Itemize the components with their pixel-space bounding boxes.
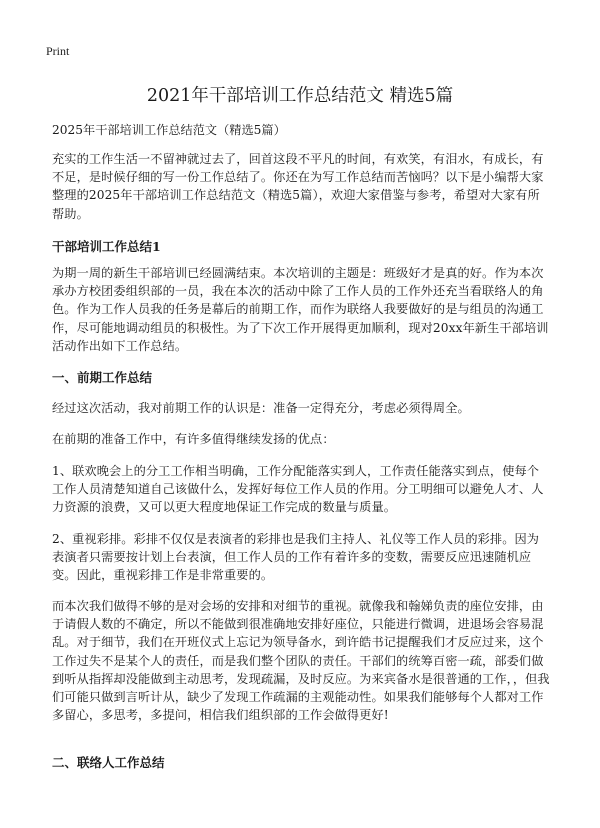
document-subtitle: 2025年干部培训工作总结范文（精选5篇） [52, 123, 286, 137]
section1-paragraph: 为期一周的新生干部培训已经圆满结束。本次培训的主题是：班级好才是真的好。作为本次承办方校团委组织部的一员，我在本次的活动中除了工作人员的工作外还充当看联络人的角色。作为工作人员我的任务是幕后的前期工作，而作为联络人我要做好的是与组员的沟通工作，尽可能地调动组员的积极性。为了下次工作开展得更加顺利，现对20xx年新生干部培训活动作出如下工作总结。 [52, 266, 549, 353]
pre-work-point-2: 2、重视彩排。彩排不仅仅是表演者的彩排也是我们主持人、礼仪等工作人员的彩排。因为表演者只需要按计划上台表演，但工作人员的工作有着许多的变数，需要反应迅速随机应变。因此，重视彩排工作是非常重要的。 [52, 532, 540, 583]
pre-work-point-1: 1、联欢晚会上的分工工作相当明确，工作分配能落实到人，工作责任能落实到点，使每个工作人员清楚知道自己该做什么，发挥好每位工作人员的作用。分工明细可以避免人才、人力资源的浪费，又可以更大程度地保证工作完成的数量与质量。 [52, 464, 544, 515]
pre-work-paragraph-2: 在前期的准备工作中，有许多值得继续发扬的优点： [52, 432, 335, 446]
subheading-pre-work: 一、前期工作总结 [52, 370, 153, 385]
pre-work-paragraph-1: 经过这次活动，我对前期工作的认识是：准备一定得充分，考虑必须得周全。 [52, 401, 470, 415]
pre-work-shortcomings: 而本次我们做得不够的是对会场的安排和对细节的重视。就像我和翰娣负责的座位安排，由于请假人数的不确定，所以不能做到很准确地安排好座位，只能进行微调，进退场会容易混乱。对于细节，我们在开班仪式上忘记为领导备水，到许皓书记提醒我们才反应过来，这个工作过失不是某个人的责任，而是我们整个团队的责任。干部们的统筹百密一疏，部委们做到听从指挥却没能做到主动思考，发现疏漏，及时反应。为来宾备水是很普通的工作，，但我们可能只做到言听计从，缺少了发现工作疏漏的主观能动性。如果我们能够每个人都对工作多留心，多思考，多提问，相信我们组织部的工作会做得更好! [52, 599, 550, 723]
section-heading-1: 干部培训工作总结1 [52, 239, 161, 254]
print-link[interactable]: Print [46, 44, 70, 58]
subheading-liaison-work: 二、联络人工作总结 [52, 755, 165, 770]
document-title: 2021年干部培训工作总结范文 精选5篇 [146, 86, 454, 106]
intro-paragraph: 充实的工作生活一不留神就过去了，回首这段不平凡的时间，有欢笑，有泪水，有成长，有不足，是时候仔细的写一份工作总结了。你还在为写工作总结而苦恼吗？以下是小编帮大家整理的2025年干部培训工作总结范文（精选5篇），欢迎大家借鉴与参考，希望对大家有所帮助。 [52, 152, 544, 221]
